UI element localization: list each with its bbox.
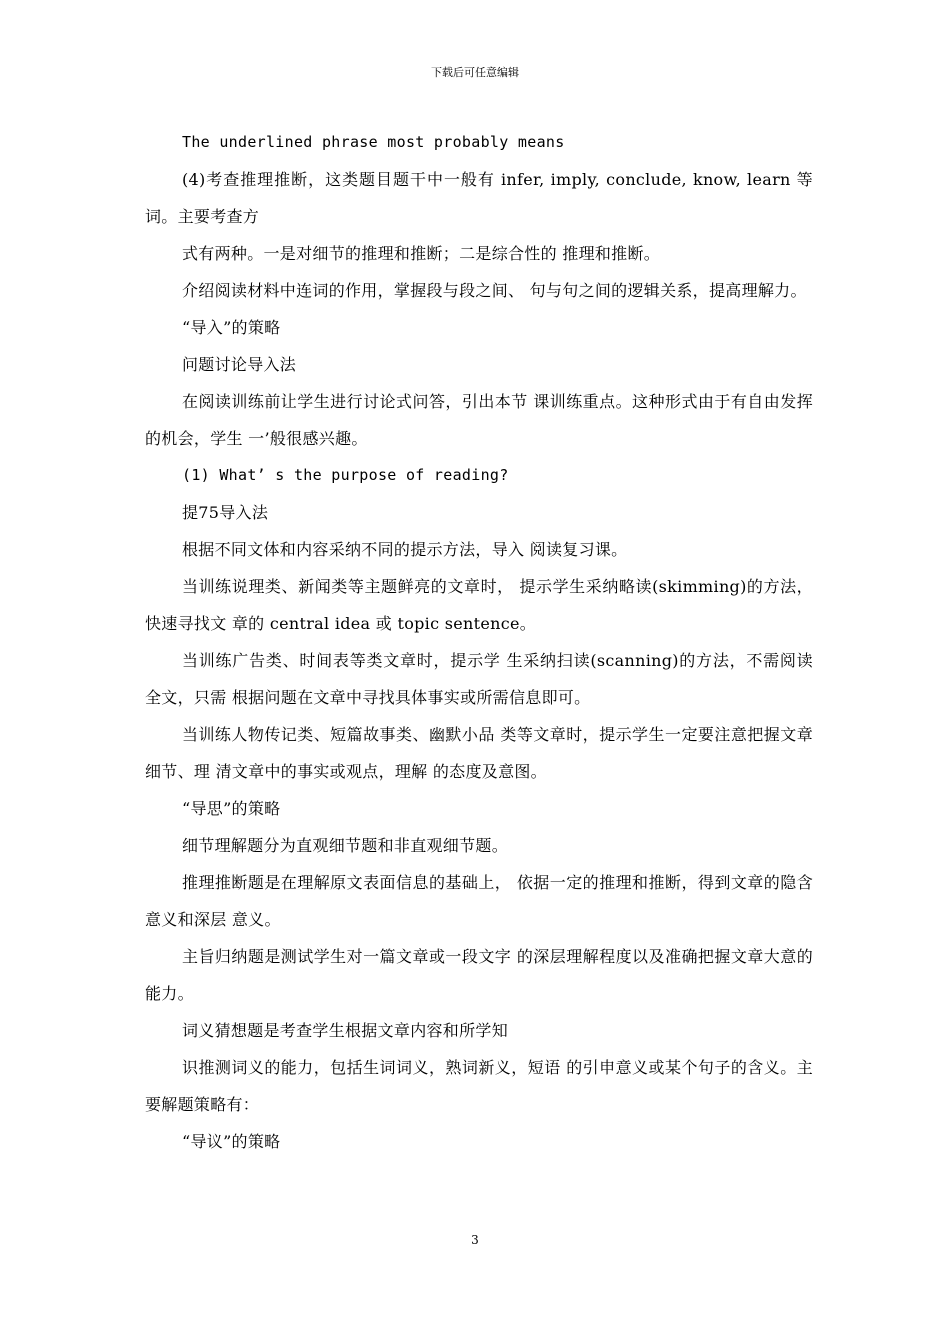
paragraph: 当训练人物传记类、短篇故事类、幽默小品 类等文章时，提示学生一定要注意把握文章细节、理 清文章中的事实或观点，理解 的态度及意图。 <box>145 725 813 781</box>
page-number: 3 <box>471 1233 479 1247</box>
paragraph: 词义猜想题是考查学生根据文章内容和所学知 <box>182 1021 509 1040</box>
paragraph: The underlined phrase most probably means <box>182 133 565 151</box>
section-heading: “导议”的策略 <box>182 1132 281 1151</box>
paragraph: 介绍阅读材料中连词的作用，掌握段与段之间、 句与句之间的逻辑关系，提高理解力。 <box>182 281 807 300</box>
sub-heading: 问题讨论导入法 <box>182 355 297 374</box>
sub-heading: 提75导入法 <box>182 503 269 522</box>
paragraph: 式有两种。一是对细节的推理和推断；二是综合性的 推理和推断。 <box>182 244 661 263</box>
paragraph: 当训练说理类、新闻类等主题鲜亮的文章时， 提示学生采纳略读(skimming)的方法，快速寻找文 章的 central idea 或 topic sentence。 <box>145 577 813 633</box>
paragraph: 细节理解题分为直观细节题和非直观细节题。 <box>182 836 509 855</box>
paragraph: 推理推断题是在理解原文表面信息的基础上， 依据一定的推理和推断，得到文章的隐含意义和深层 意义。 <box>145 873 813 929</box>
section-heading: “导入”的策略 <box>182 318 281 337</box>
paragraph: (1) What’ s the purpose of reading? <box>182 466 509 484</box>
paragraph: 在阅读训练前让学生进行讨论式问答，引出本节 课训练重点。这种形式由于有自由发挥的机会，学生 一’般很感兴趣。 <box>145 392 813 448</box>
paragraph: 根据不同文体和内容采纳不同的提示方法，导入 阅读复习课。 <box>182 540 628 559</box>
document-body <box>145 124 813 1160</box>
section-heading: “导思”的策略 <box>182 799 281 818</box>
paragraph: 当训练广告类、时间表等类文章时，提示学 生采纳扫读(scanning)的方法，不需阅读全文，只需 根据问题在文章中寻找具体事实或所需信息即可。 <box>145 651 813 707</box>
paragraph: 主旨归纳题是测试学生对一篇文章或一段文字 的深层理解程度以及准确把握文章大意的能力。 <box>145 947 813 1003</box>
page-header: 下载后可任意编辑 <box>431 66 519 79</box>
paragraph: (4)考查推理推断，这类题目题干中一般有 infer, imply, conclude, know, learn 等词。主要考查方 <box>145 170 813 226</box>
paragraph: 识推测词义的能力，包括生词词义，熟词新义，短语 的引申意义或某个句子的含义。主要解题策略有： <box>145 1058 813 1114</box>
